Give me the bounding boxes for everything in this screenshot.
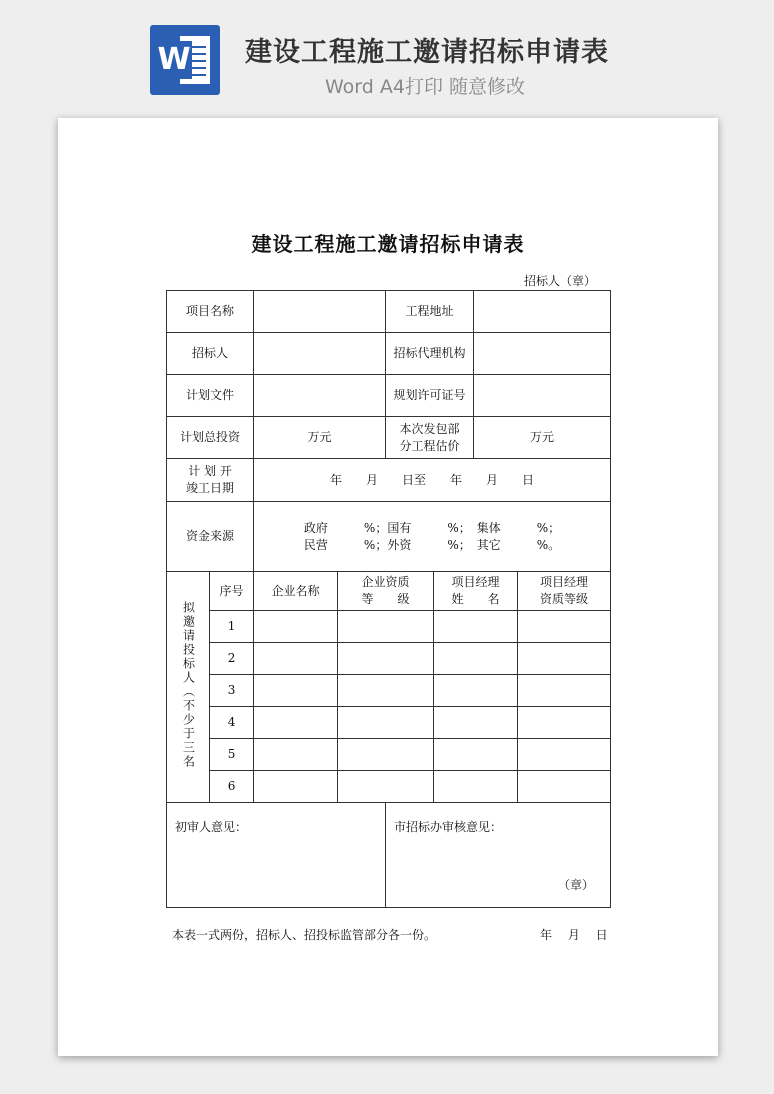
value-plan-doc — [254, 375, 386, 417]
header-pm-name: 项目经理 姓 名 — [434, 572, 518, 611]
table-row — [167, 643, 611, 675]
value-tenderer — [254, 333, 386, 375]
label-agency: 招标代理机构 — [386, 333, 474, 375]
table-row — [167, 611, 611, 643]
row-seq: 2 — [210, 643, 254, 675]
footnote: 本表一式两份，招标人、招投标监管部分各一份。 — [172, 928, 437, 942]
header-company: 企业名称 — [254, 572, 338, 611]
header-subtitle: Word A4打印 随意修改 — [325, 76, 526, 98]
label-plan-doc: 计划文件 — [167, 375, 254, 417]
application-form — [166, 290, 611, 908]
row-seq: 6 — [210, 771, 254, 803]
label-project-name: 项目名称 — [167, 291, 254, 333]
value-project-address — [474, 291, 611, 333]
label-permit-no: 规划许可证号 — [386, 375, 474, 417]
row-seq: 4 — [210, 707, 254, 739]
city-office-opinion: 市招标办审核意见： （章） — [386, 803, 611, 908]
word-letter: W — [157, 42, 191, 77]
tenderer-stamp-label: 招标人（章） — [524, 274, 597, 288]
value-total-invest: 万元 — [254, 417, 386, 459]
header-seq: 序号 — [210, 572, 254, 611]
document-page — [58, 118, 718, 1056]
page-header — [0, 0, 774, 110]
header-pm-qualification: 项目经理 资质等级 — [518, 572, 611, 611]
label-tenderer: 招标人 — [167, 333, 254, 375]
label-total-invest: 计划总投资 — [167, 417, 254, 459]
label-project-address: 工程地址 — [386, 291, 474, 333]
footnote-date: 年 月 日 — [540, 928, 608, 942]
table-row — [167, 675, 611, 707]
table-row — [167, 739, 611, 771]
table-row — [167, 707, 611, 739]
first-review-opinion: 初审人意见： — [167, 803, 386, 908]
value-agency — [474, 333, 611, 375]
word-icon — [150, 25, 220, 95]
value-permit-no — [474, 375, 611, 417]
label-fund-source: 资金来源 — [167, 502, 254, 572]
value-fund-source: 政府 %；国有 %； 集体 %； 民营 %；外资 %； 其它 %。 — [254, 502, 611, 572]
row-seq: 5 — [210, 739, 254, 771]
row-seq: 1 — [210, 611, 254, 643]
value-plan-dates: 年 月 日至 年 月 日 — [254, 459, 611, 502]
table-row — [167, 771, 611, 803]
document-title: 建设工程施工邀请招标申请表 — [251, 232, 525, 256]
header-title: 建设工程施工邀请招标申请表 — [245, 37, 609, 68]
value-project-name — [254, 291, 386, 333]
header-company-qualification: 企业资质 等 级 — [338, 572, 434, 611]
label-subcontract-estimate: 本次发包部 分工程估价 — [386, 417, 474, 459]
invitees-side-label: 拟邀请投标人︵不少于三名 — [167, 572, 210, 803]
value-subcontract-estimate: 万元 — [474, 417, 611, 459]
city-office-stamp: （章） — [558, 878, 595, 892]
label-plan-dates: 计 划 开 竣工日期 — [167, 459, 254, 502]
row-seq: 3 — [210, 675, 254, 707]
